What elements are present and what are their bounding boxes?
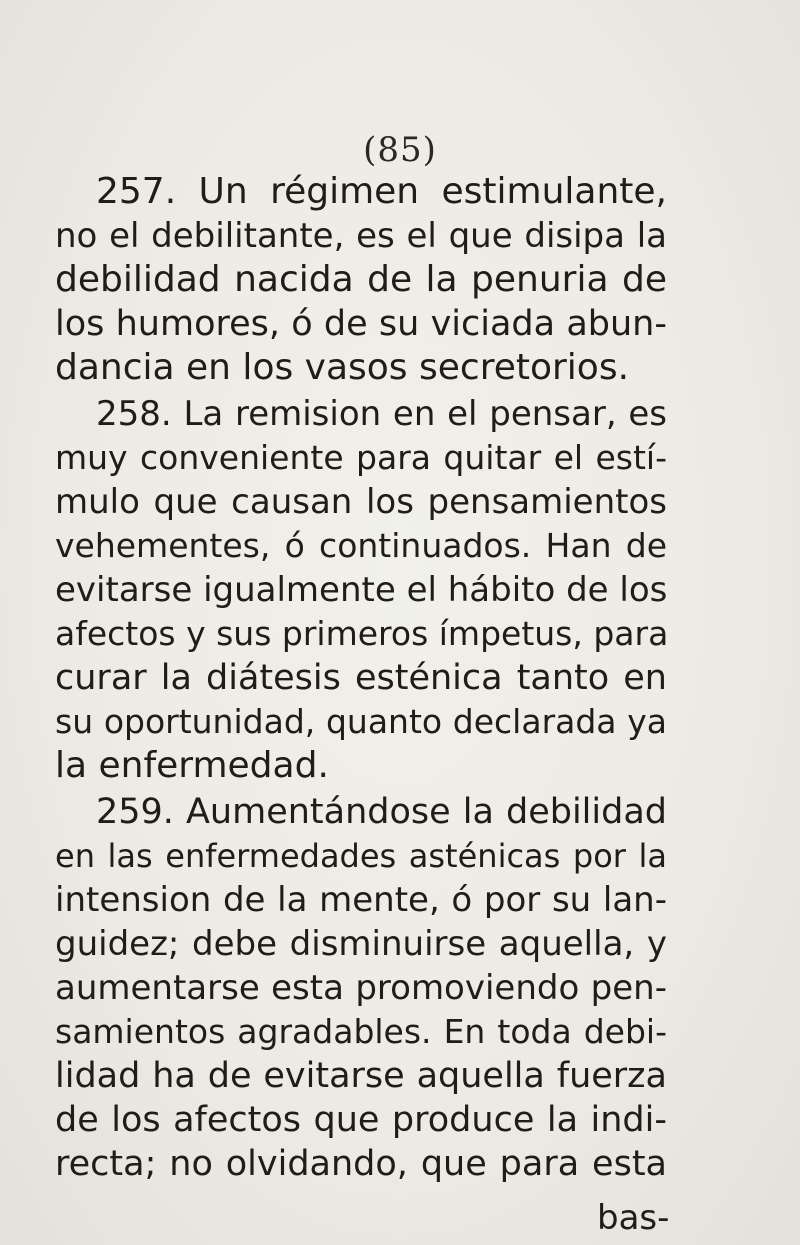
text-line: curar la diátesis esténica tanto en	[55, 658, 667, 698]
text-line: guidez; debe disminuirse aquella, y	[55, 924, 667, 964]
text-line: aumentarse esta promoviendo pen-	[55, 968, 667, 1008]
text-line: afectos y sus primeros ímpetus, para	[55, 614, 669, 653]
text-line: su oportunidad, quanto declarada ya	[55, 702, 667, 741]
text-line: muy conveniente para quitar el estí-	[55, 438, 667, 477]
text-line: la enfermedad.	[55, 745, 329, 786]
text-line: los humores, ó de su viciada abun-	[55, 304, 667, 344]
text-line: debilidad nacida de la penuria de	[55, 259, 667, 300]
text-line: evitarse igualmente el hábito de los	[55, 570, 668, 610]
text-line: dancia en los vasos secretorios.	[55, 347, 630, 388]
catchword: bas-	[597, 1198, 670, 1238]
text-line: 258. La remision en el pensar, es	[96, 394, 667, 434]
text-line: de los afectos que produce la indi-	[55, 1100, 667, 1140]
text-line: 259. Aumentándose la debilidad	[96, 792, 667, 832]
text-line: no el debilitante, es el que disipa la	[55, 216, 667, 256]
text-line: 257. Un régimen estimulante,	[96, 171, 667, 212]
text-line: vehementes, ó continuados. Han de	[55, 526, 667, 565]
text-line: mulo que causan los pensamientos	[55, 482, 667, 522]
text-line: intension de la mente, ó por su lan-	[55, 880, 667, 920]
text-line: recta; no olvidando, que para esta	[55, 1144, 667, 1184]
page-number: (85)	[363, 130, 437, 170]
text-line: samientos agradables. En toda debi-	[55, 1012, 667, 1051]
text-line: en las enfermedades asténicas por la	[55, 837, 667, 875]
text-line: lidad ha de evitarse aquella fuerza	[55, 1056, 667, 1096]
